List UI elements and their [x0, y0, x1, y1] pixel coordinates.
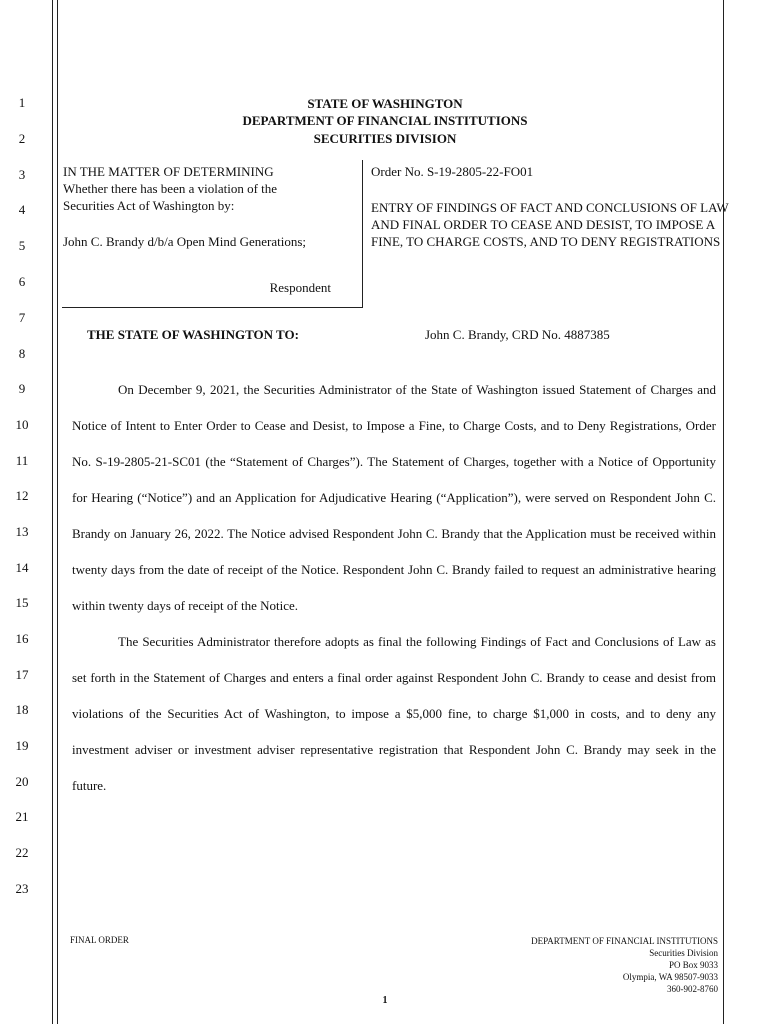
caption-divider-horizontal — [62, 307, 363, 308]
caption-respondent-label: Respondent — [269, 280, 331, 295]
caption-order — [371, 163, 731, 250]
paragraph-1: On December 9, 2021, the Securities Administrator of the State of Washington issued Statement of Charges and Notice of Intent to Enter Order to Cease and Desist, to Impose a Fine, to Charge Costs, and to Deny Registrations, Order No. S-19-2805-21-SC01 (the “Statement of Charges”). The Statement of Charges, together with a Notice of Opportunity for Hearing (“Notice”) and an Application for Adjudicative Hearing (“Application”), were served on Respondent John C. Brandy on January 26, 2022. The Notice advised Respondent John C. Brandy that the Application must be received within twenty days from the date of receipt of the Notice. Respondent John C. Brandy failed to request an administrative hearing within twenty days of receipt of the Notice. — [72, 382, 716, 613]
order-title: ENTRY OF FINDINGS OF FACT AND CONCLUSIONS OF LAW AND FINAL ORDER TO CEASE AND DESIST, TO IMPOSE A FINE, TO CHARGE COSTS, AND TO DENY REGISTRATIONS — [371, 200, 729, 249]
to-value: John C. Brandy, CRD No. 4887385 — [425, 327, 610, 342]
header-division: SECURITIES DIVISION — [313, 131, 457, 146]
line-number: 22 — [15, 845, 29, 860]
page-number: 1 — [382, 995, 388, 1006]
footer-address — [531, 935, 718, 995]
line-number: 17 — [15, 667, 29, 682]
line-number: 5 — [18, 238, 26, 253]
margin-rule-left-1 — [52, 0, 53, 1024]
footer-phone: 360-902-8760 — [667, 984, 718, 994]
caption-matter-line2: Whether there has been a violation of the — [63, 181, 278, 196]
caption-matter-line1: IN THE MATTER OF DETERMINING — [63, 164, 274, 179]
body-text — [72, 372, 716, 804]
line-number: 16 — [15, 631, 29, 646]
header-department: DEPARTMENT OF FINANCIAL INSTITUTIONS — [242, 113, 528, 128]
line-number: 9 — [18, 381, 26, 396]
caption-matter-line3: Securities Act of Washington by: — [63, 198, 235, 213]
footer-title: FINAL ORDER — [70, 935, 129, 945]
line-number: 23 — [15, 881, 29, 896]
footer-city: Olympia, WA 98507-9033 — [622, 972, 718, 982]
line-number: 4 — [18, 202, 26, 217]
line-number: 8 — [18, 346, 26, 361]
line-number: 3 — [18, 167, 26, 182]
line-number: 2 — [18, 131, 26, 146]
line-number: 19 — [15, 738, 29, 753]
line-number: 20 — [15, 774, 29, 789]
line-number: 10 — [15, 417, 29, 432]
line-number: 7 — [18, 310, 26, 325]
line-number: 1 — [18, 95, 26, 110]
line-number: 21 — [15, 809, 29, 824]
caption-matter — [63, 163, 353, 296]
to-label: THE STATE OF WASHINGTON TO: — [87, 327, 299, 342]
paragraph-2: The Securities Administrator therefore adopts as final the following Findings of Fact and Conclusions of Law as set forth in the Statement of Charges and enters a final order against Respondent John C. Brandy to cease and desist from violations of the Securities Act of Washington, to impose a $5,000 fine, to charge $1,000 in costs, and to deny any investment adviser or investment adviser representative registration that Respondent John C. Brandy may seek in the future. — [72, 634, 716, 793]
line-number: 14 — [15, 560, 29, 575]
footer-po-box: PO Box 9033 — [668, 960, 718, 970]
line-number: 6 — [18, 274, 26, 289]
line-number: 18 — [15, 702, 29, 717]
caption-respondent-name: John C. Brandy d/b/a Open Mind Generations; — [63, 234, 306, 249]
footer-division: Securities Division — [649, 948, 718, 958]
line-number: 11 — [15, 453, 29, 468]
order-number: Order No. S-19-2805-22-FO01 — [371, 164, 534, 179]
margin-rule-right — [723, 0, 724, 1024]
caption-divider-vertical — [362, 160, 363, 308]
line-number: 12 — [15, 488, 29, 503]
line-number: 13 — [15, 524, 29, 539]
header-state: STATE OF WASHINGTON — [307, 96, 463, 111]
line-number: 15 — [15, 595, 29, 610]
margin-rule-left-2 — [57, 0, 58, 1024]
footer-department: DEPARTMENT OF FINANCIAL INSTITUTIONS — [531, 936, 718, 946]
